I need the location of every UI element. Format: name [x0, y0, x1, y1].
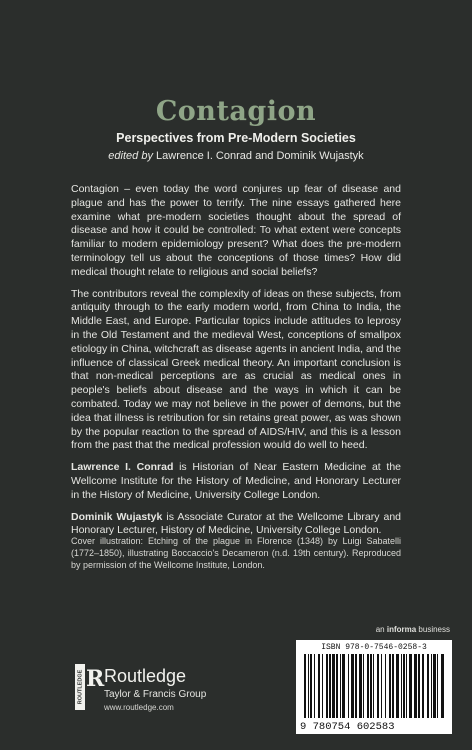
publisher-group: Taylor & Francis Group	[104, 689, 207, 700]
barcode-bar	[314, 654, 315, 718]
barcode-bar	[373, 654, 374, 718]
barcode-bar	[304, 654, 306, 718]
barcode-bar	[342, 654, 345, 718]
blurb-paragraph-2: The contributors reveal the complexity of ideas on these subjects, from antiquity through to the early modern world, from China to India, the Middle East, and Europe. Particular topics include attitudes to leprosy in the Old Testament and the medieval West, conceptions of smallpox etiology in China, witchcraft as disease agents in ancient India, and the influence of classical Greek medical theory. An important conclusion is that non-medical perceptions are as crucial as medical ones in people's beliefs about disease and the ways in which it can be combated. Today we may not believe in the power of demons, but the idea that illness is retribution for sin retains great power, as was shown by the popular reaction to the spread of AIDS/HIV, and this is a lesson from the past that the medical profession would do well to heed.	[71, 287, 401, 452]
barcode-bar	[318, 654, 320, 718]
cover-credit: Cover illustration: Etching of the plague in Florence (1348) by Luigi Sabatelli (1772–1850), illustrating Boccaccio's Decameron (n.d. 19th century). Reproduced by permission of the Wellcome Institute, London.	[71, 536, 401, 570]
barcode-bar	[336, 654, 338, 718]
bio-wujastyk-name: Dominik Wujastyk	[71, 510, 163, 523]
logo-side-text: ROUTLEDGE	[77, 669, 84, 705]
routledge-r-icon	[75, 664, 105, 710]
barcode-bar	[367, 654, 369, 718]
barcode-bar	[392, 654, 394, 718]
barcode-bar	[359, 654, 362, 718]
barcode-bar	[427, 654, 429, 718]
informa-line	[376, 625, 450, 634]
barcode-bar	[385, 654, 386, 718]
barcode-bar	[348, 654, 349, 718]
publisher-name: Routledge	[104, 666, 187, 686]
barcode-bars	[304, 654, 444, 718]
editors-names: Lawrence I. Conrad and Dominik Wujastyk	[156, 150, 364, 162]
barcode-bar	[433, 654, 436, 718]
barcode-bar	[401, 654, 402, 718]
barcode-bar	[403, 654, 405, 718]
routledge-logo	[75, 664, 105, 715]
barcode-bar	[396, 654, 399, 718]
bio-wujastyk-text: is Associate Curator at the Wellcome Library and Honorary Lecturer, History of Medicine, University College London.	[71, 510, 401, 537]
barcode-bar	[389, 654, 391, 718]
barcode-bar	[322, 654, 323, 718]
barcode-bar	[332, 654, 335, 718]
blurb-paragraph-1: Contagion – even today the word conjures up fear of disease and plague and has the power to terrify. The nine essays gathered here examine what pre-modern societies thought about the spread of disease and how it could be controlled: To what extent were concepts familiar to modern epidemiology present? What does the pre-modern terminology tell us about the conceptions of those times? How did medical thought relate to religious and social beliefs?	[71, 183, 401, 278]
barcode-bar	[370, 654, 372, 718]
informa-brand: informa	[386, 625, 417, 634]
barcode-bar	[329, 654, 331, 718]
publisher-url[interactable]: www.routledge.com	[104, 703, 174, 712]
barcode-bar	[406, 654, 407, 718]
barcode-bar	[418, 654, 420, 718]
barcode-bar	[340, 654, 341, 718]
editors-line	[0, 150, 472, 162]
isbn-text: ISBN 978-0-7546-0258-3	[321, 643, 427, 652]
bio-conrad-text: is Historian of Near Eastern Medicine at the Wellcome Institute for the History of Medicine, and Honorary Lecturer in the History of Medicine, University College London.	[71, 461, 401, 501]
barcode-graphic	[296, 640, 452, 734]
barcode-bar	[414, 654, 417, 718]
barcode-bar	[409, 654, 412, 718]
bio-wujastyk	[71, 511, 401, 539]
informa-suffix: business	[416, 625, 450, 634]
barcode-box	[296, 640, 452, 734]
editors-prefix: edited by	[108, 150, 153, 162]
barcode-bar	[363, 654, 364, 718]
bio-conrad-name: Lawrence I. Conrad	[71, 461, 174, 474]
barcode-bar	[355, 654, 357, 718]
barcode-bar	[441, 654, 444, 718]
bio-conrad	[71, 461, 401, 502]
barcode-bar	[377, 654, 379, 718]
barcode-bar	[310, 654, 312, 718]
book-subtitle: Perspectives from Pre-Modern Societies	[116, 131, 356, 145]
barcode-bar	[326, 654, 328, 718]
barcode-bar	[308, 654, 309, 718]
barcode-bar	[351, 654, 354, 718]
barcode-number: 9 780754 602583	[300, 721, 395, 733]
barcode-bar	[437, 654, 438, 718]
barcode-bar	[381, 654, 382, 718]
informa-prefix: an	[375, 625, 387, 634]
book-title: Contagion	[155, 96, 317, 127]
barcode-bar	[431, 654, 432, 718]
logo-letter: R	[86, 666, 105, 692]
barcode-bar	[422, 654, 424, 718]
blurb	[71, 183, 401, 546]
